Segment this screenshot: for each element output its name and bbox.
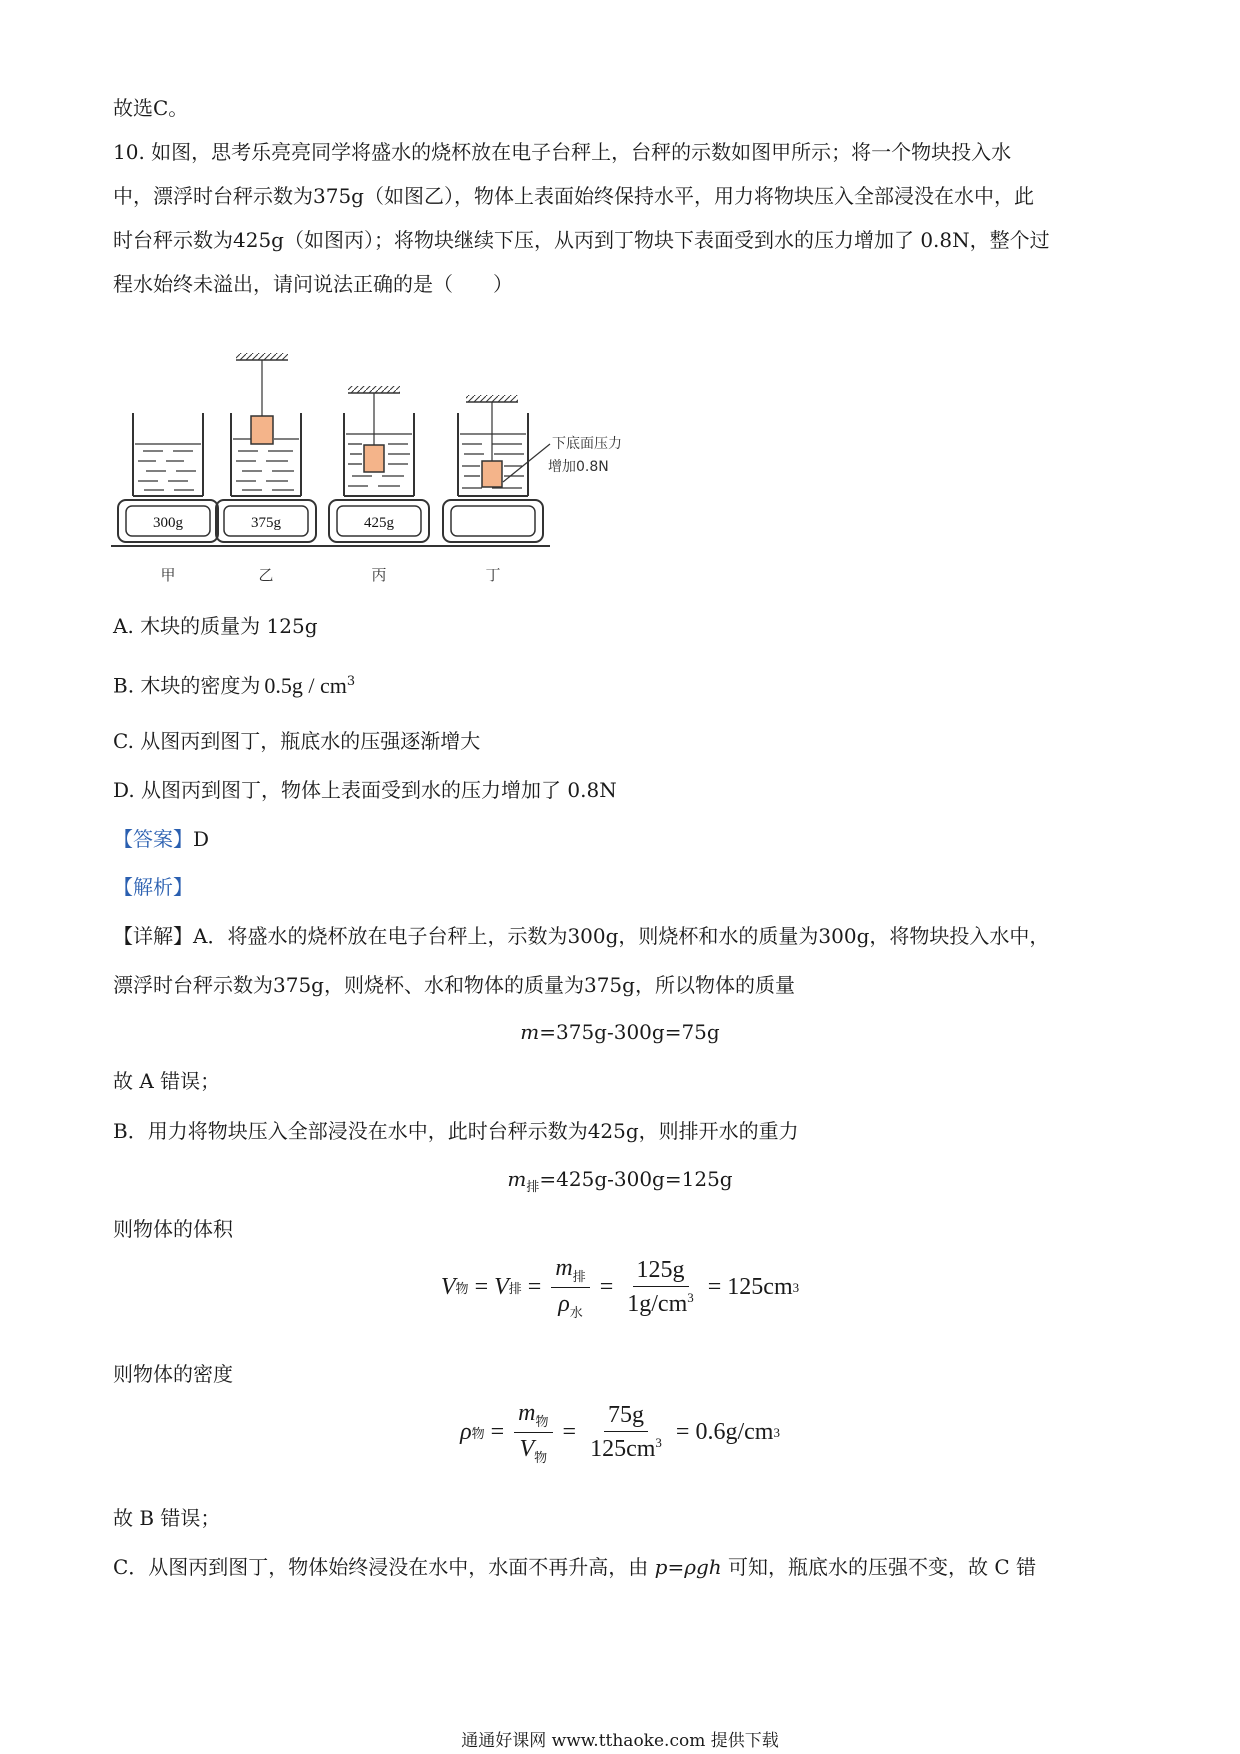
footer: 通通好课网 www.tthaoke.com 提供下载 xyxy=(461,1731,779,1751)
question-line-4: 程水始终未溢出，请问说法正确的是（ ） xyxy=(113,272,513,296)
caption-jia: 甲 xyxy=(160,566,176,584)
detail-c-line: C．从图丙到图丁，物体始终浸没在水中，水面不再升高，由 p=ρgh 可知，瓶底水的压强不变，故 C 错 xyxy=(113,1555,1037,1579)
formula-displaced-mass: $m_排=425g-300g=125g$ xyxy=(507,1167,733,1195)
analysis-tag: 【解析】 xyxy=(113,875,193,899)
previous-answer: 故选C。 xyxy=(113,96,189,120)
option-c: C. 从图丙到图丁，瓶底水的压强逐渐增大 xyxy=(113,729,481,753)
conclusion-a: 故 A 错误； xyxy=(113,1069,221,1093)
setup-bing xyxy=(322,386,436,584)
formula-density: ρ 物 = $\frac{m_物}{V_物}$ = $\frac{75g}{125cm^3}$ = 0.6g/cm 3 xyxy=(460,1400,780,1465)
answer-tag: 【答案】 xyxy=(113,827,193,851)
detail-b-line: B．用力将物块压入全部浸没在水中，此时台秤示数为425g，则排开水的重力 xyxy=(113,1119,799,1143)
setup-yi xyxy=(209,353,323,584)
question-line-3: 时台秤示数为425g（如图丙）；将物块继续下压，从丙到丁物块下表面受到水的压力增加了 0.8N，整个过 xyxy=(113,228,1050,252)
answer-line xyxy=(113,825,209,853)
question-line-2: 中，漂浮时台秤示数为375g（如图乙），物体上表面始终保持水平，用力将物块压入全部浸没在水中，此 xyxy=(113,184,1034,208)
scale-reading-yi: 375g xyxy=(251,515,281,531)
formula-mass: m=375g-300g=75g xyxy=(520,1020,720,1044)
option-a: A. 木块的质量为 125g xyxy=(113,614,318,638)
annotation-line-1: 下底面压力 xyxy=(552,436,622,452)
answer-value: D xyxy=(193,827,210,851)
caption-yi: 乙 xyxy=(258,566,274,584)
conclusion-b: 故 B 错误； xyxy=(113,1506,221,1530)
option-d: D. 从图丙到图丁，物体上表面受到水的压力增加了 0.8N xyxy=(113,778,617,802)
scale-reading-jia: 300g xyxy=(153,515,183,531)
question-line-1: 10. 如图，思考乐亮亮同学将盛水的烧杯放在电子台秤上，台秤的示数如图甲所示；将一个物块投入水 xyxy=(113,140,1012,164)
scale-reading-bing: 425g xyxy=(364,515,394,531)
setup-ding xyxy=(436,395,622,584)
detail-line-2: 漂浮时台秤示数为375g，则烧杯、水和物体的质量为375g，所以物体的质量 xyxy=(113,973,795,997)
annotation-line-2: 增加0.8N xyxy=(548,459,609,475)
density-label: 则物体的密度 xyxy=(113,1362,233,1386)
caption-ding: 丁 xyxy=(485,566,501,584)
formula-volume: V 物 = V 排 = $\frac{m_排}{\rho_水}$ = $\frac{125g}{1g/cm^3}$ = 125cm 3 xyxy=(440,1255,800,1320)
volume-label: 则物体的体积 xyxy=(113,1217,233,1241)
detail-line-1: 【详解】A．将盛水的烧杯放在电子台秤上，示数为300g，则烧杯和水的质量为300g，将物块投入水中， xyxy=(113,924,1050,948)
caption-bing: 丙 xyxy=(371,566,387,584)
experiment-figure xyxy=(108,348,748,598)
option-b: B. 木块的密度为 $0.5g / cm^3$ xyxy=(113,672,356,698)
setup-jia xyxy=(111,413,225,584)
